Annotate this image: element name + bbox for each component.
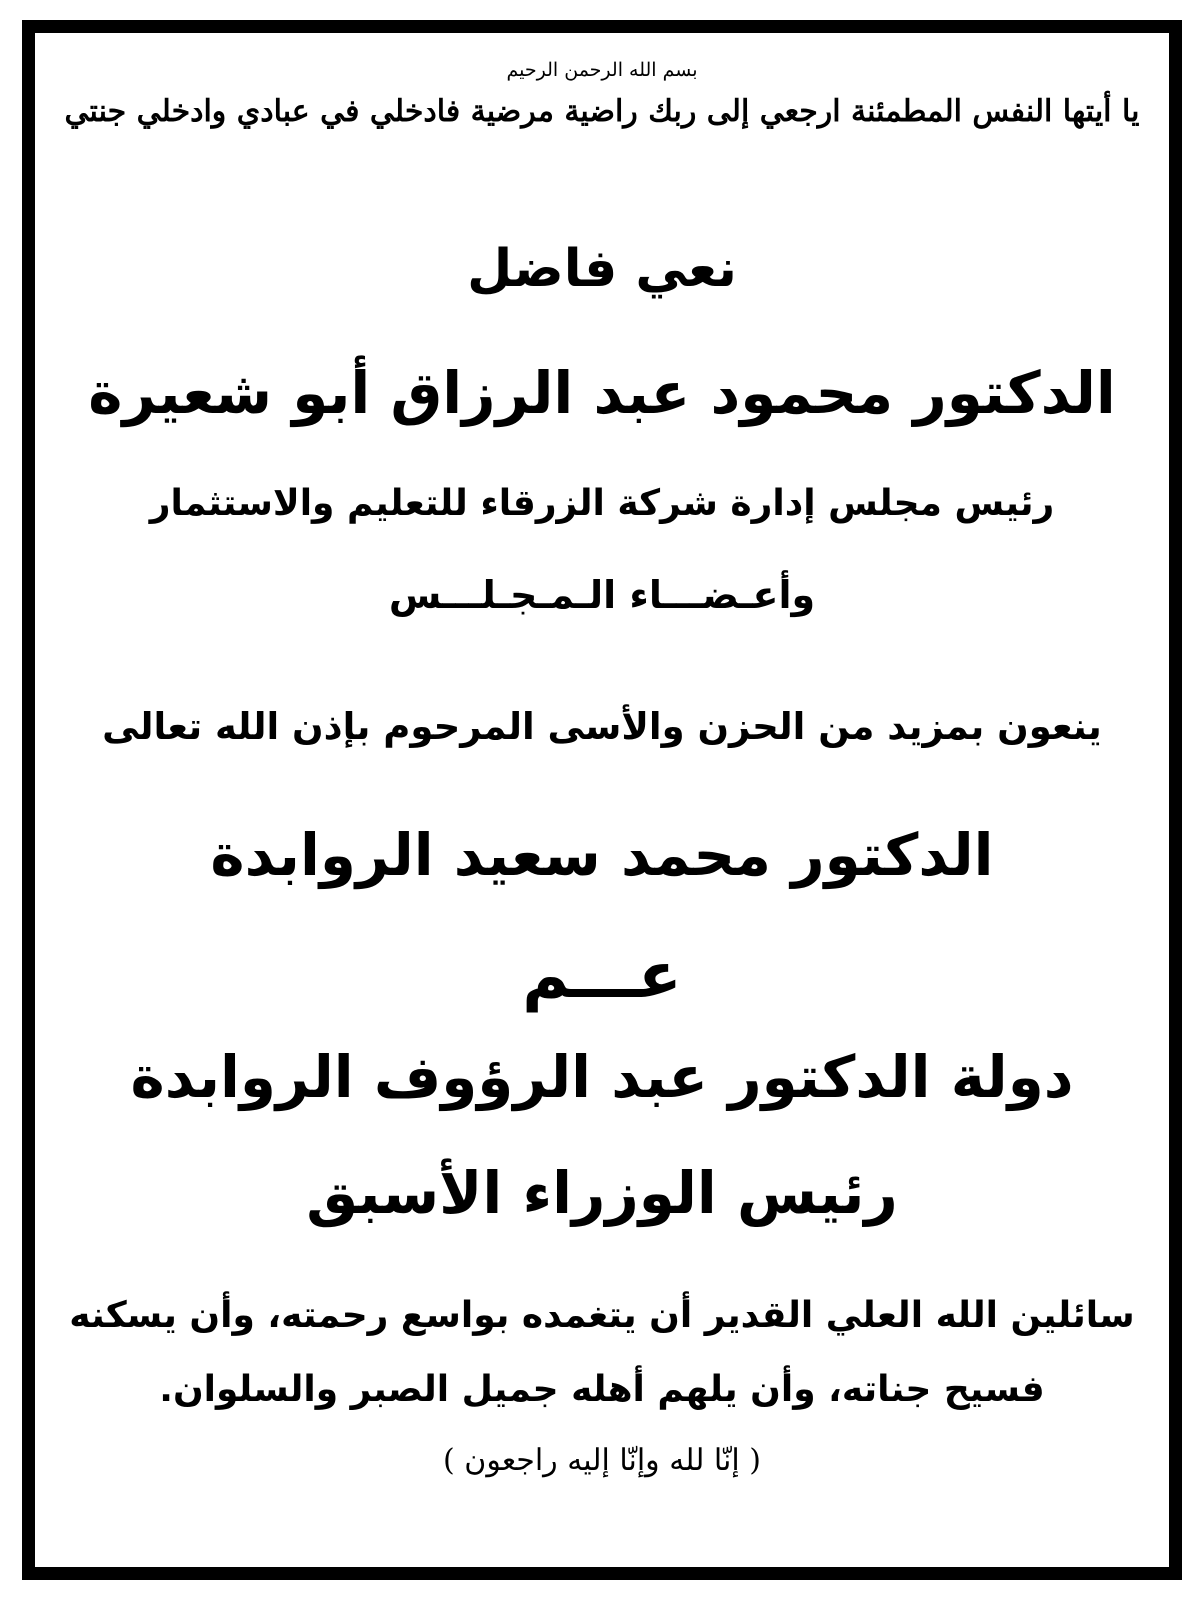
chairman-title: رئيس مجلس إدارة شركة الزرقاء للتعليم والاستثمار (149, 483, 1055, 524)
board-members: وأعـضـــاء الـمـجـلـــس (388, 573, 816, 617)
obituary-heading: نعي فاضل (467, 239, 737, 299)
mourning-text: ينعون بمزيد من الحزن والأسى المرحوم بإذن الله تعالى (102, 705, 1102, 748)
relative-name: دولة الدكتور عبد الرؤوف الروابدة (130, 1043, 1074, 1111)
closing-verse: ( إنّا لله وإنّا إليه راجعون ) (443, 1443, 761, 1478)
relation-label: عـــم (522, 939, 682, 1013)
chairman-name: الدكتور محمود عبد الرزاق أبو شعيرة (88, 359, 1116, 427)
quran-verse: يا أيتها النفس المطمئنة ارجعي إلى ربك راضية مرضية فادخلي في عبادي وادخلي جنتي (64, 94, 1140, 129)
deceased-name: الدكتور محمد سعيد الروابدة (210, 821, 994, 889)
basmala: بسم الله الرحمن الرحيم (506, 59, 698, 81)
prayer-line-2: فسيح جناته، وأن يلهم أهله جميل الصبر والسلوان. (159, 1369, 1045, 1410)
relative-title: رئيس الوزراء الأسبق (306, 1159, 898, 1227)
prayer-line-1: سائلين الله العلي القدير أن يتغمده بواسع رحمته، وأن يسكنه (69, 1295, 1135, 1336)
obituary-content (35, 33, 1169, 1567)
obituary-frame (22, 20, 1182, 1580)
